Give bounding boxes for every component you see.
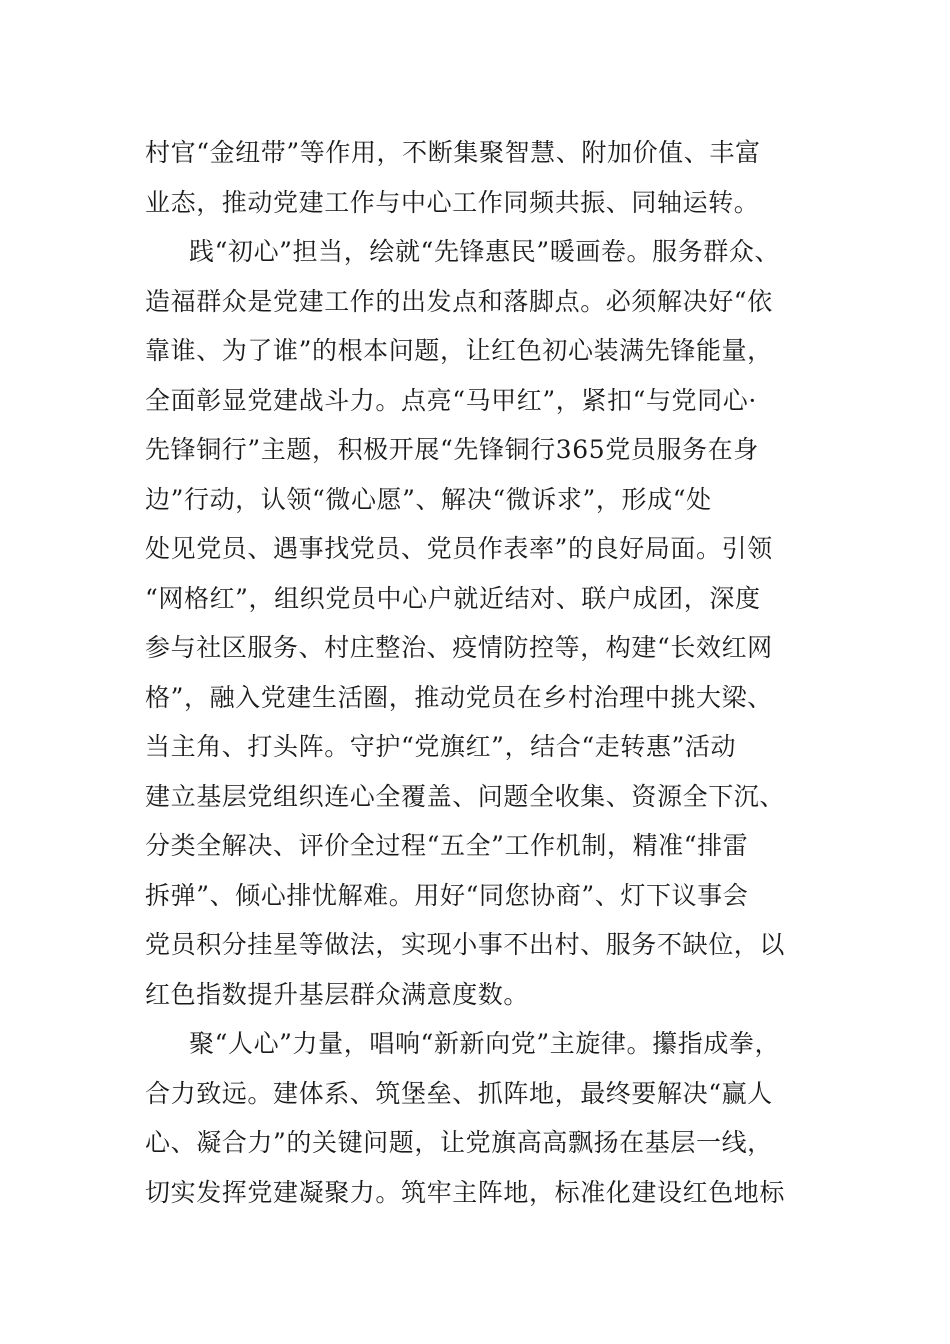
text-line: 分类全解决、评价全过程“五全”工作机制，精准“排雷 bbox=[145, 831, 749, 860]
text-line: 心、凝合力”的关键问题，让党旗高高飘扬在基层一线， bbox=[145, 1128, 773, 1157]
text-line: 村官“金纽带”等作用，不断集聚智慧、附加价值、丰富 bbox=[145, 138, 761, 167]
text-line: 全面彰显党建战斗力。点亮“马甲红”，紧扣“与党同心· bbox=[145, 385, 757, 415]
text-line: “网格红”，组织党员中心户就近结对、联户成团，深度 bbox=[145, 583, 761, 613]
text-line: 建立基层党组织连心全覆盖、问题全收集、资源全下沉、 bbox=[145, 781, 786, 811]
text-line: 参与社区服务、村庄整治、疫情防控等，构建“长效红网 bbox=[145, 633, 773, 662]
text-line: 边”行动，认领“微心愿”、解决“微诉求”，形成“处 bbox=[145, 484, 712, 514]
paragraph-start-line: 聚“人心”力量，唱响“新新向党”主旋律。攥指成拳， bbox=[189, 1029, 781, 1058]
text-line: 红色指数提升基层群众满意度数。 bbox=[145, 979, 530, 1009]
text-line: 业态，推动党建工作与中心工作同频共振、同轴运转。 bbox=[145, 187, 760, 217]
text-line: 合力致远。建体系、筑堡垒、抓阵地，最终要解决“赢人 bbox=[145, 1078, 773, 1108]
text-line: 处见党员、遇事找党员、党员作表率”的良好局面。引领 bbox=[145, 534, 773, 563]
text-line: 切实发挥党建凝聚力。筑牢主阵地，标准化建设红色地标 bbox=[145, 1177, 786, 1207]
text-line: 先锋铜行”主题，积极开展“先锋铜行365党员服务在身 bbox=[145, 435, 759, 464]
text-line: 当主角、打头阵。守护“党旗红”，结合“走转惠”活动 bbox=[145, 732, 737, 761]
body-text bbox=[145, 128, 845, 1217]
text-line: 党员积分挂星等做法，实现小事不出村、服务不缺位，以 bbox=[145, 930, 786, 959]
paragraph-start-line: 践“初心”担当，绘就“先锋惠民”暖画卷。服务群众、 bbox=[189, 237, 781, 266]
text-line: 格”，融入党建生活圈，推动党员在乡村治理中挑大梁、 bbox=[145, 682, 773, 712]
text-line: 拆弹”、倾心排忧解难。用好“同您协商”、灯下议事会 bbox=[145, 880, 749, 910]
text-line: 造福群众是党建工作的出发点和落脚点。必须解决好“依 bbox=[145, 286, 773, 316]
text-line: 靠谁、为了谁”的根本问题，让红色初心装满先锋能量， bbox=[145, 336, 773, 365]
